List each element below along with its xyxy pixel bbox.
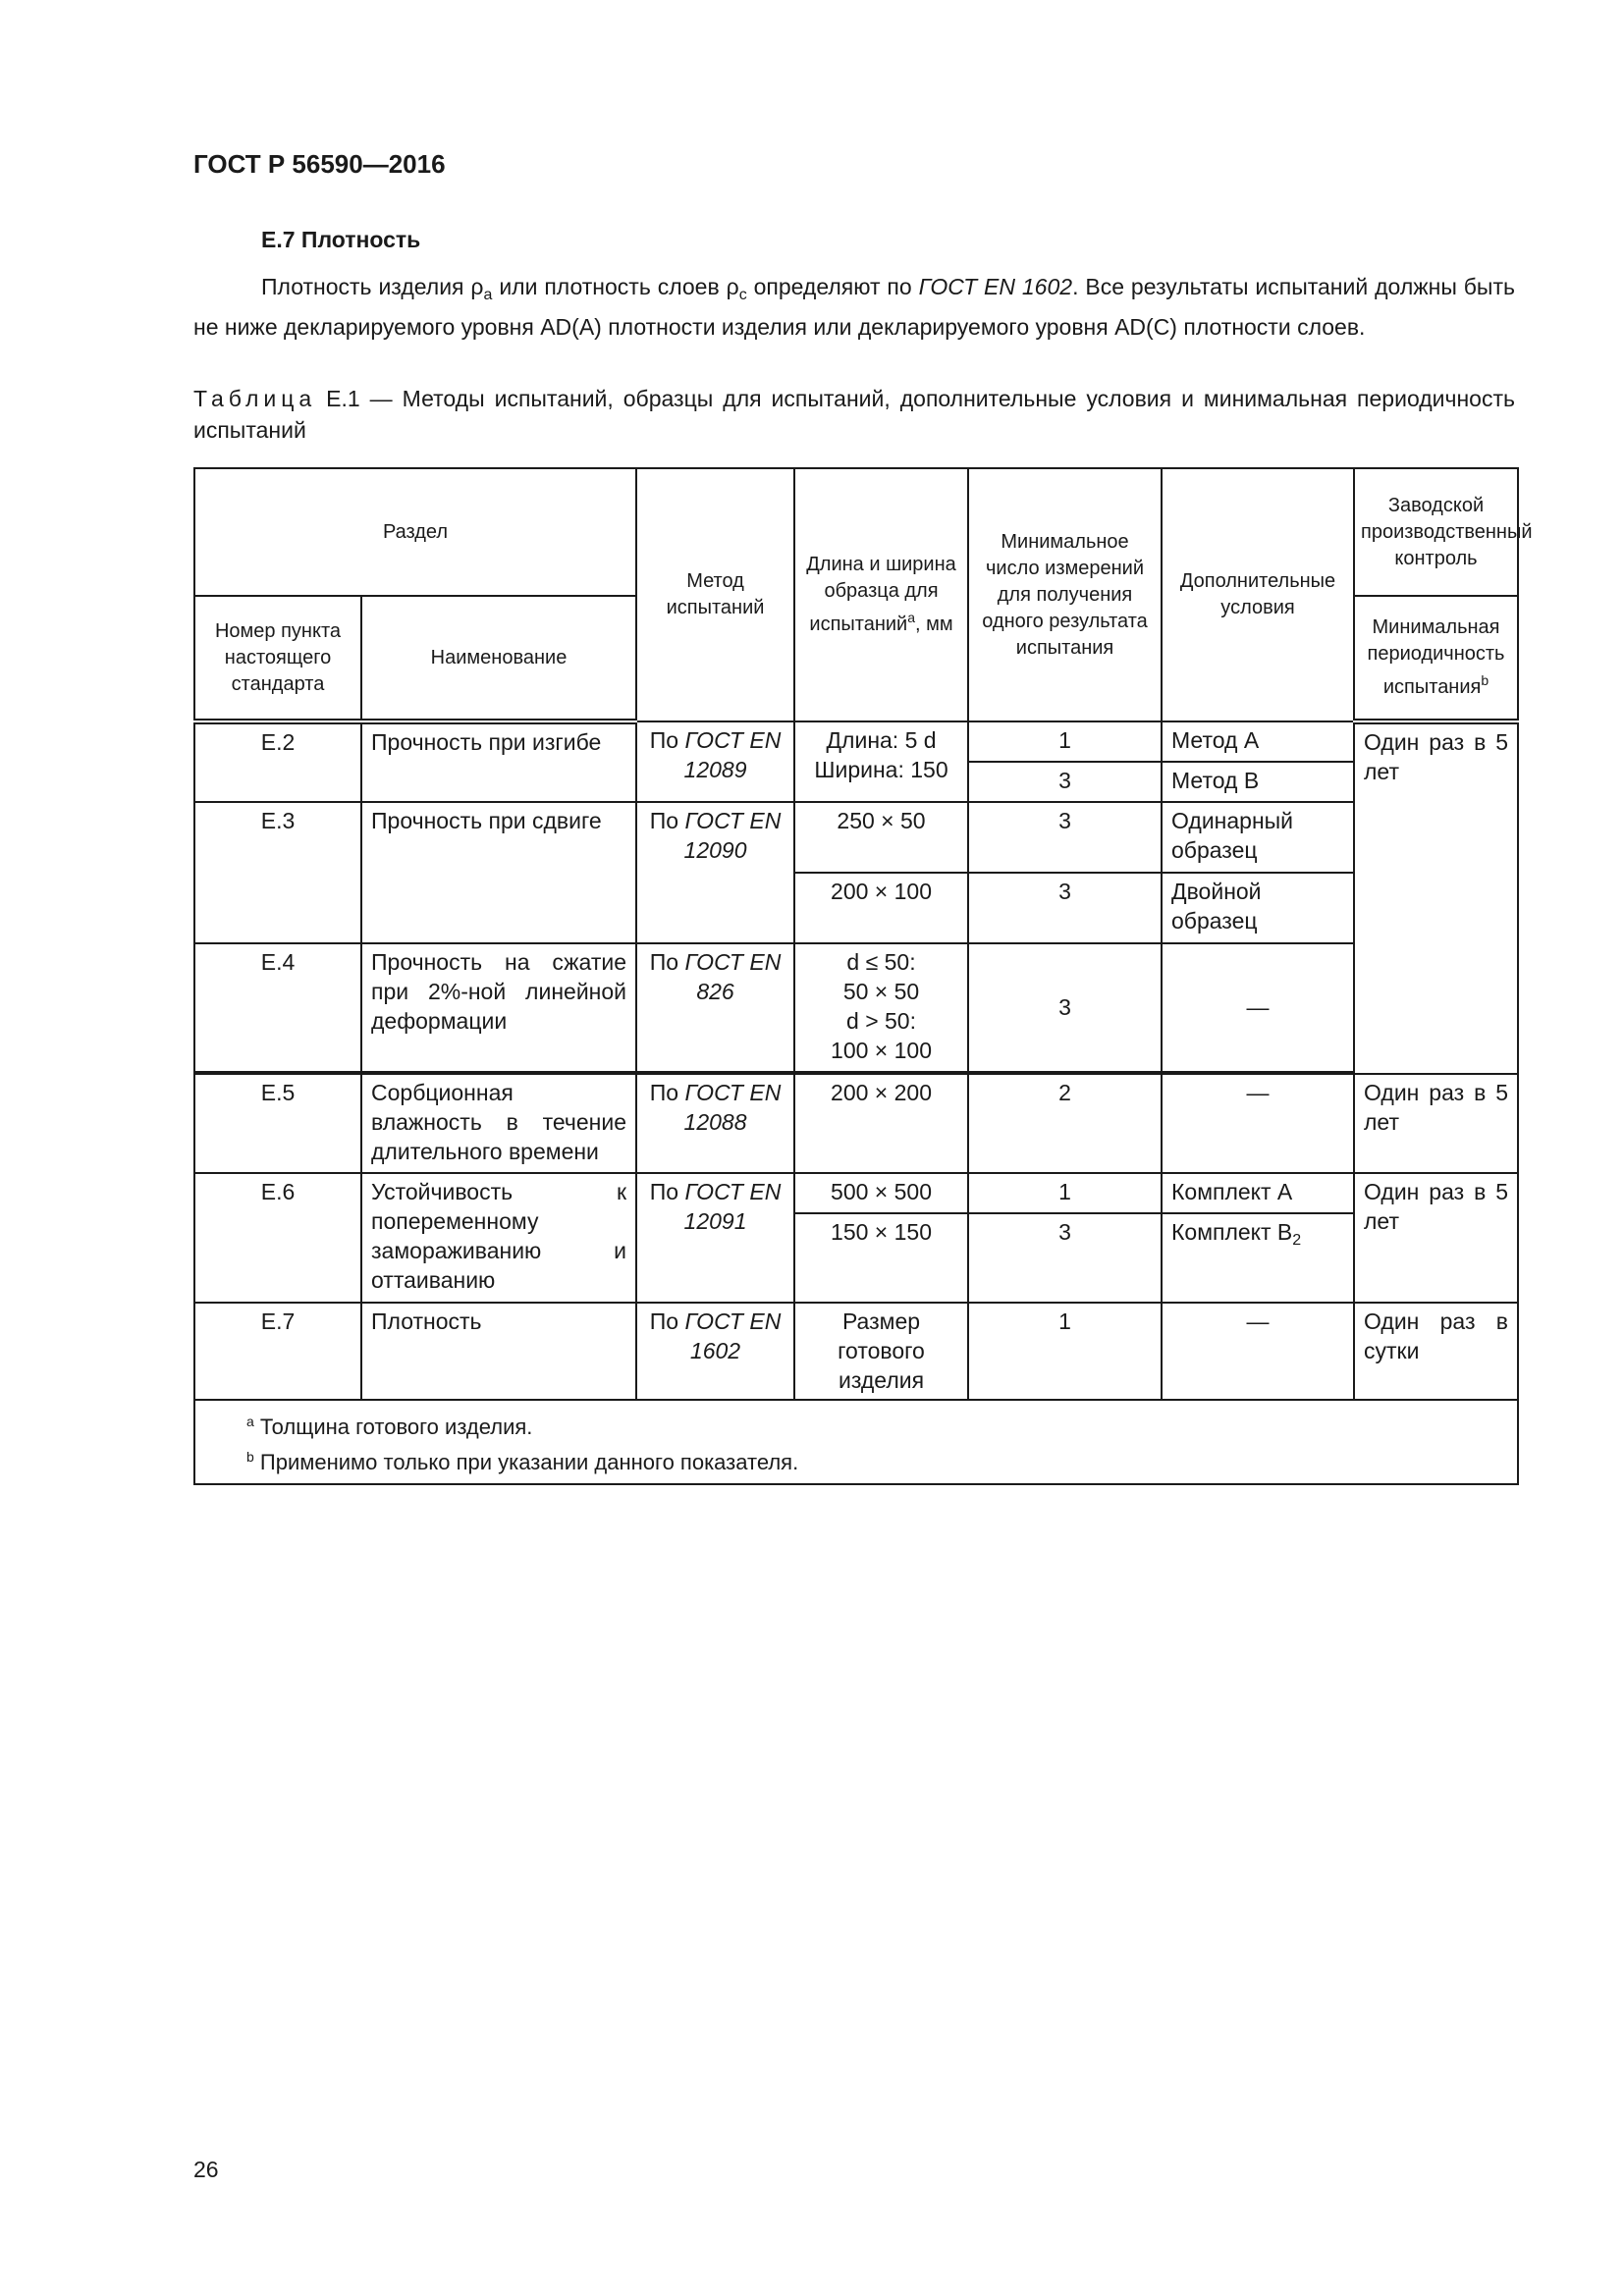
header-conditions: Дополнительные условия [1162, 468, 1354, 721]
standard-reference: ГОСТ EN 1602 [918, 274, 1073, 299]
header-periodicity: Минимальная периодичность испытания$^b$ [1354, 596, 1518, 721]
document-code: ГОСТ Р 56590—2016 [193, 149, 446, 179]
table-row: 200 × 100 3 Двойной образец [194, 873, 1518, 943]
section-paragraph: Плотность изделия $\rho_a$ или плотность слоев $\rho_c$ определяют по ГОСТ EN 1602. Все результаты испытаний должны быть не ниже декларируемого уровня AD(A) плотности изделия или декларируемого уровня AD(C) плотности слоев. [193, 274, 1515, 340]
table-row: Е.7 Плотность По ГОСТ EN 1602 Размер готового изделия 1 — Один раз в сутки [194, 1303, 1518, 1400]
table-row: Е.5 Сорбционная влажность в течение длительного времени По ГОСТ EN 12088 200 × 200 2 — Один раз в 5 лет [194, 1074, 1518, 1173]
header-name: Наименование [361, 596, 636, 721]
header-method: Метод испытаний [636, 468, 794, 721]
table-row: Е.4 Прочность на сжатие при 2%-ной линейной деформации По ГОСТ EN 826 d ≤ 50: 50 × 50 d > 50: 100 × 100 3 — [194, 943, 1518, 1072]
section-title: Е.7 Плотность [261, 227, 421, 252]
page-number: 26 [193, 2157, 219, 2182]
periodicity-cell: Один раз в 5 лет [1354, 721, 1518, 1074]
footnote-a: $^a$ Толщина готового изделия. [246, 1414, 533, 1439]
footnote-b: $^b$ Применимо только при указании данного показателя. [246, 1449, 799, 1474]
header-sample-size: Длина и ширина образца для испытаний$^a$, мм [794, 468, 968, 721]
header-section: Раздел [194, 468, 636, 596]
header-factory-control: Заводской производственный контроль [1354, 468, 1518, 596]
header-min-count: Минимальное число измерений для получения одного результата испытания [968, 468, 1162, 721]
table-footnotes [194, 1400, 1518, 1484]
table-row: Е.2 Прочность при изгибе По ГОСТ EN 12089 Длина: 5 d Ширина: 150 1 Метод А Один раз в 5 лет [194, 721, 1518, 762]
table-caption-label: Таблица [193, 386, 317, 411]
table-row: Е.6 Устойчивость к попеременному замораживанию и оттаиванию По ГОСТ EN 12091 500 × 500 1 Комплект А Один раз в 5 лет [194, 1173, 1518, 1213]
test-methods-table [193, 467, 1533, 1485]
table-row: 3 Метод В [194, 762, 1518, 802]
table-row: Е.3 Прочность при сдвиге По ГОСТ EN 12090 250 × 50 3 Одинарный образец [194, 802, 1518, 873]
table-row: 150 × 150 3 Комплект $В_2$ [194, 1213, 1518, 1303]
header-item-number: Номер пункта настоящего стандарта [194, 596, 361, 721]
table-caption: Таблица Е.1 — Методы испытаний, образцы для испытаний, дополнительные условия и минимальная периодичность испытаний [193, 386, 1515, 443]
